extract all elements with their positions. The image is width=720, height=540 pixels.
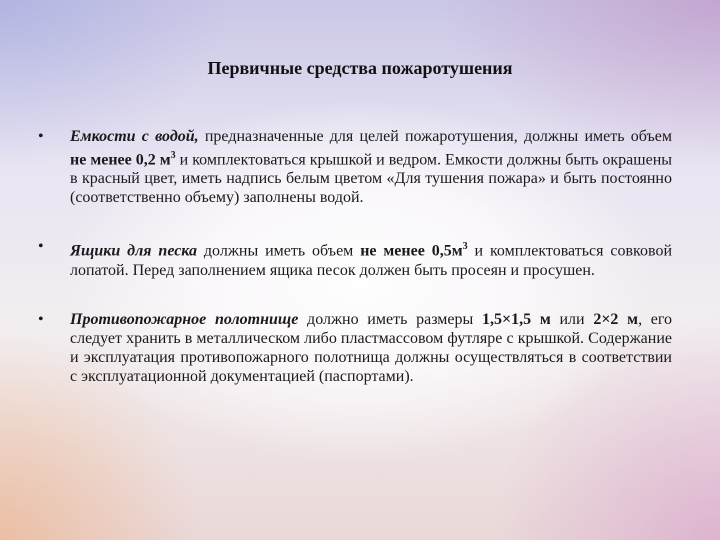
bullet-item-sand-boxes (38, 237, 672, 279)
slide-title: Первичные средства пожаротушения (207, 58, 513, 78)
item-text: , его следует хранить в металлическом либо пластмассовом футляре с крышкой. Содержание и эксплуатация противопожарного полотнища должны осуществляться в соответствии с эксплуатационной документацией (паспортами). (70, 310, 673, 385)
bullet-icon: • (38, 238, 44, 256)
item-text: предназначенные для целей пожаротушения, должны иметь объем (198, 128, 672, 145)
bullet-item-water-tanks (38, 127, 672, 207)
item-superscript: 3 (462, 241, 468, 253)
item-emphasis: не менее 0,2 м (70, 151, 171, 169)
item-emphasis: 2×2 м (593, 310, 639, 328)
item-text: должны иметь объем (197, 242, 361, 260)
bullet-icon: • (38, 128, 44, 145)
bullet-icon: • (38, 310, 44, 328)
item-text: и комплектоваться совковой лопатой. Перед заполнением ящика песок должен быть просеян и просушен. (70, 242, 673, 279)
item-text: или (550, 310, 594, 328)
item-emphasis: не менее 0,5м (360, 242, 463, 260)
item-emphasis: 1,5×1,5 м (482, 310, 551, 328)
item-text: должно иметь размеры (298, 310, 482, 328)
bullet-item-fire-blanket (38, 310, 672, 386)
item-superscript: 3 (170, 150, 176, 161)
item-text: и комплектоваться крышкой и ведром. Емкости должны быть окрашены в красный цвет, иметь надпись белым цветом «Для тушения пожара» и быть постоянно (соответственно объему) заполнены водой. (70, 151, 673, 207)
item-heading: Ящики для песка (70, 242, 198, 260)
bullet-list (38, 127, 672, 416)
item-heading: Противопожарное полотнище (70, 310, 299, 328)
item-heading: Емкости с водой, (70, 128, 199, 145)
